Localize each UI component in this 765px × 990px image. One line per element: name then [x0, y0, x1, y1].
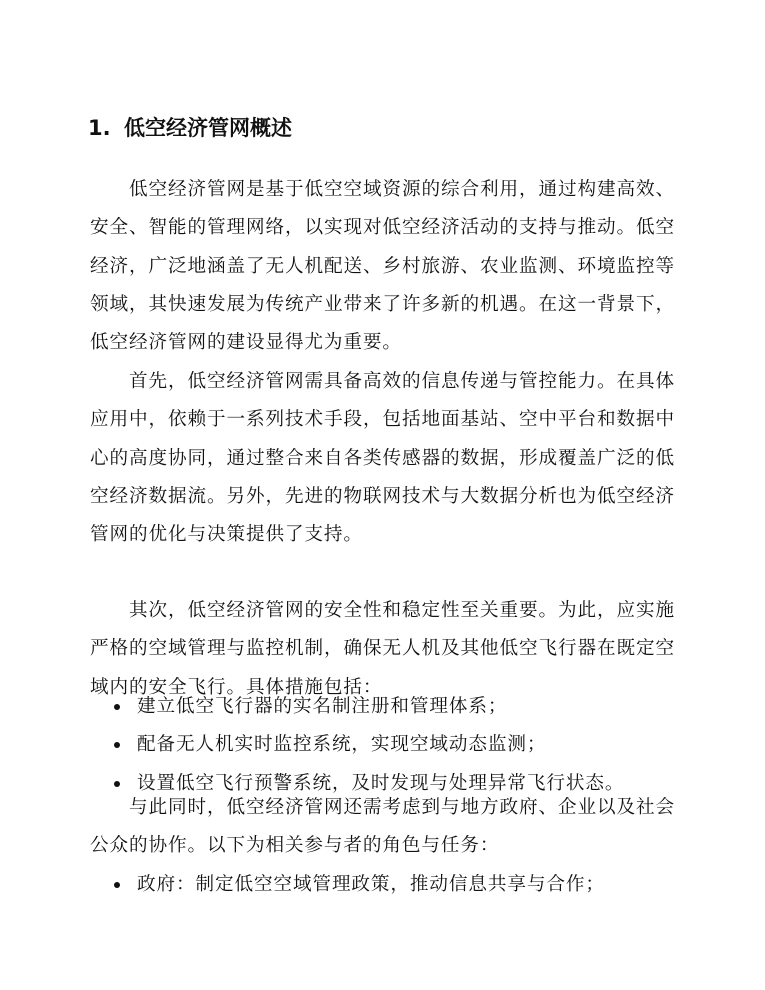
section-heading	[88, 112, 292, 144]
list-item-text: 政府：制定低空空域管理政策，推动信息共享与合作；	[137, 874, 605, 895]
list-item-text: 配备无人机实时监控系统，实现空域动态监测；	[137, 734, 547, 756]
measures-list	[90, 688, 675, 803]
paragraph-safety: 其次，低空经济管网的安全性和稳定性至关重要。为此，应实施严格的空域管理与监控机制，确保无人机及其他低空飞行器在既定空域内的安全飞行。具体措施包括：	[90, 600, 675, 698]
section-number: 1.	[88, 116, 111, 140]
list-item-text: 设置低空飞行预警系统，及时发现与处理异常飞行状态。	[137, 772, 625, 794]
list-item-text: 建立低空飞行器的实名制注册和管理体系；	[137, 696, 508, 717]
paragraph-collaboration: 与此同时，低空经济管网还需考虑到与地方政府、企业以及社会公众的协作。以下为相关参与者的角色与任务：	[90, 797, 675, 857]
section-title: 低空经济管网概述	[124, 116, 292, 140]
bullet-icon	[114, 704, 120, 710]
paragraph-information-control: 首先，低空经济管网需具备高效的信息传递与管控能力。在具体应用中，依赖于一系列技术手段，包括地面基站、空中平台和数据中心的高度协同，通过整合来自各类传感器的数据，形成覆盖广泛的低空经济数据流。另外，先进的物联网技术与大数据分析也为低空经济管网的优化与决策提供了支持。	[90, 371, 675, 546]
list-item	[90, 866, 675, 904]
list-item	[90, 726, 675, 764]
list-item	[90, 688, 675, 726]
bullet-icon	[114, 882, 120, 888]
bullet-icon	[114, 781, 120, 787]
bullet-icon	[114, 742, 120, 748]
roles-list	[90, 866, 675, 904]
paragraph-overview: 低空经济管网是基于低空空域资源的综合利用，通过构建高效、安全、智能的管理网络，以实现对低空经济活动的支持与推动。低空经济，广泛地涵盖了无人机配送、乡村旅游、农业监测、环境监控等领域，其快速发展为传统产业带来了许多新的机遇。在这一背景下，低空经济管网的建设显得尤为重要。	[90, 179, 675, 354]
